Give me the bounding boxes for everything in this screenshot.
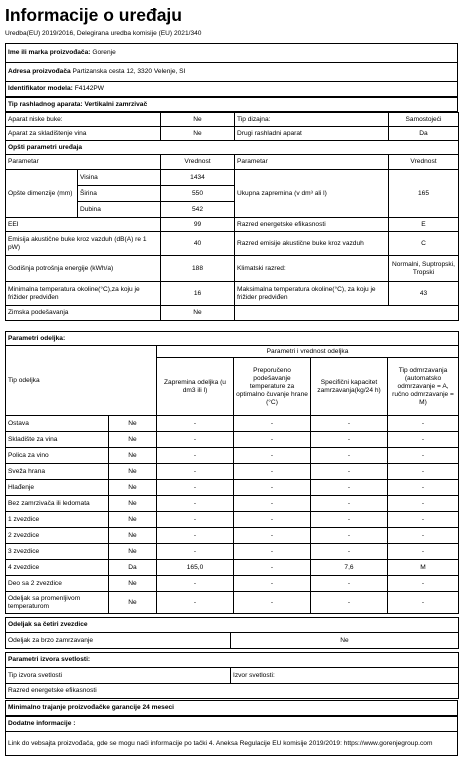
- supplier-value: Gorenje: [92, 49, 116, 56]
- compartment-present: Ne: [109, 464, 157, 480]
- compartment-defrost-type: -: [388, 496, 459, 512]
- compartment-defrost-type: M: [388, 560, 459, 576]
- width-label: Širina: [78, 186, 161, 202]
- design-type-value: Samostojeći: [389, 113, 459, 127]
- defrost-type-header: Tip odmrzavanja (automatsko odmrzavanje = A, ručno odmrzavanje = M): [388, 358, 459, 416]
- general-section-title: Opšti parametri uređaja: [6, 141, 459, 155]
- energy-class-value: E: [389, 218, 459, 232]
- compartment-freezing-capacity: -: [311, 592, 388, 614]
- compartment-freezing-capacity: -: [311, 496, 388, 512]
- compartment-freezing-capacity: -: [311, 464, 388, 480]
- general-parameters-table: [5, 112, 459, 321]
- compartment-defrost-type: -: [388, 592, 459, 614]
- light-type-label: Tip izvora svetlosti: [6, 668, 231, 684]
- compartment-row: [6, 416, 459, 432]
- compartment-name: 3 zvezdice: [6, 544, 109, 560]
- compartment-row: [6, 448, 459, 464]
- compartment-type-header: Tip odeljka: [6, 346, 157, 416]
- compartment-row: [6, 432, 459, 448]
- other-appliance-label: Drugi rashladni aparat: [235, 127, 389, 141]
- compartment-volume: -: [157, 544, 234, 560]
- compartment-defrost-type: -: [388, 544, 459, 560]
- four-star-table: [5, 617, 459, 649]
- compartment-temperature: -: [234, 512, 311, 528]
- address-table: [5, 62, 458, 82]
- compartment-freezing-capacity: -: [311, 416, 388, 432]
- compartment-temperature: -: [234, 528, 311, 544]
- compartment-name: Deo sa 2 zvezdice: [6, 576, 109, 592]
- compartment-temperature: -: [234, 544, 311, 560]
- compartment-row: [6, 480, 459, 496]
- compartment-volume: -: [157, 592, 234, 614]
- additional-info-title: Dodatne informacije :: [6, 717, 458, 732]
- compartment-freezing-capacity: -: [311, 528, 388, 544]
- other-appliance-value: Da: [389, 127, 459, 141]
- compartment-present: Da: [109, 560, 157, 576]
- compartment-volume: -: [157, 576, 234, 592]
- compartment-temperature: -: [234, 432, 311, 448]
- compartment-present: Ne: [109, 432, 157, 448]
- light-source-label: Izvor svetlosti:: [231, 668, 459, 684]
- compartment-row: [6, 592, 459, 614]
- compartment-name: Odeljak sa promenljivom temperaturom: [6, 592, 109, 614]
- model-cell: [6, 82, 458, 97]
- depth-value: 542: [161, 202, 235, 218]
- compartment-freezing-capacity: -: [311, 544, 388, 560]
- noise-class-value: C: [389, 232, 459, 256]
- compartment-row: [6, 512, 459, 528]
- compartment-volume: -: [157, 528, 234, 544]
- width-value: 550: [161, 186, 235, 202]
- compartment-present: Ne: [109, 544, 157, 560]
- noise-value: 40: [161, 232, 235, 256]
- compartment-defrost-type: -: [388, 416, 459, 432]
- compartment-temperature: -: [234, 576, 311, 592]
- noise-label: Emisija akustične buke kroz vazduh (dB(A) re 1 pW): [6, 232, 161, 256]
- compartment-name: Hlađenje: [6, 480, 109, 496]
- compartment-defrost-type: -: [388, 480, 459, 496]
- compartment-present: Ne: [109, 480, 157, 496]
- model-value: F4142PW: [74, 85, 105, 92]
- compartment-name: Polica za vino: [6, 448, 109, 464]
- value-header-2: Vrednost: [389, 155, 459, 170]
- dimensions-label: Opšte dimenzije (mm): [6, 170, 78, 218]
- compartment-defrost-type: -: [388, 512, 459, 528]
- four-star-title: Odeljak sa četiri zvezdice: [6, 618, 459, 633]
- annual-energy-value: 188: [161, 256, 235, 282]
- max-temp-value: 43: [389, 282, 459, 306]
- compartment-defrost-type: -: [388, 528, 459, 544]
- address-cell: [6, 63, 458, 82]
- temperature-header: Preporučeno podešavanje temperature za optimalno čuvanje hrane (°C): [234, 358, 311, 416]
- regulation-reference: Uredba(EU) 2019/2016, Delegirana uredba komisije (EU) 2021/340: [5, 30, 202, 37]
- compartment-name: Sveža hrana: [6, 464, 109, 480]
- compartment-temperature: -: [234, 416, 311, 432]
- depth-label: Dubina: [78, 202, 161, 218]
- warranty-text: Minimalno trajanje proizvođačke garancije 24 meseci: [6, 701, 458, 716]
- compartment-name: 1 zvezdice: [6, 512, 109, 528]
- min-temp-value: 16: [161, 282, 235, 306]
- appliance-type-table: [5, 97, 458, 112]
- compartment-name: Ostava: [6, 416, 109, 432]
- compartment-name: Bez zamrzivača ili ledomata: [6, 496, 109, 512]
- light-class-label: Razred energetske efikasnosti: [6, 684, 459, 699]
- value-header: Vrednost: [161, 155, 235, 170]
- compartment-present: Ne: [109, 592, 157, 614]
- compartment-defrost-type: -: [388, 464, 459, 480]
- compartment-present: Ne: [109, 448, 157, 464]
- compartment-freezing-capacity: -: [311, 448, 388, 464]
- compartment-defrost-type: -: [388, 448, 459, 464]
- compartment-row: [6, 560, 459, 576]
- winter-empty-cell: [235, 306, 459, 321]
- param-header-2: Parametar: [235, 155, 389, 170]
- compartment-row: [6, 528, 459, 544]
- height-label: Visina: [78, 170, 161, 186]
- compartment-present: Ne: [109, 576, 157, 592]
- compartment-row: [6, 496, 459, 512]
- fast-freeze-label: Odeljak za brzo zamrzavanje: [6, 633, 231, 649]
- freezing-capacity-header: Specifični kapacitet zamrzavanja(kg/24 h): [311, 358, 388, 416]
- compartment-freezing-capacity: -: [311, 432, 388, 448]
- compartment-section-title: Parametri odeljka:: [6, 332, 459, 346]
- design-type-label: Tip dizajna:: [235, 113, 389, 127]
- climate-class-label: Klimatski razred:: [235, 256, 389, 282]
- compartment-name: 2 zvezdice: [6, 528, 109, 544]
- climate-class-value: Normalni, Suptropski, Tropski: [389, 256, 459, 282]
- additional-info-text: Link do vebsajta proizvođača, gde se mogu naći informacije po tački 4. Aneksa Regulacije EU komisije 2019/2019: https://www.gorenjegroup.com: [6, 732, 458, 756]
- energy-class-label: Razred energetske efikasnosti: [235, 218, 389, 232]
- compartment-values-header: Parametri i vrednost odeljka: [157, 346, 459, 358]
- compartment-present: Ne: [109, 416, 157, 432]
- warranty-table: [5, 700, 458, 716]
- compartment-defrost-type: -: [388, 576, 459, 592]
- wine-storage-label: Aparat za skladištenje vina: [6, 127, 161, 141]
- address-label: Adresa proizvođača: [8, 68, 71, 75]
- winter-setting-value: Ne: [161, 306, 235, 321]
- compartment-volume: 165,0: [157, 560, 234, 576]
- compartment-table: [5, 331, 459, 614]
- model-table: [5, 81, 458, 97]
- compartment-present: Ne: [109, 528, 157, 544]
- compartment-row: [6, 576, 459, 592]
- compartment-temperature: -: [234, 464, 311, 480]
- compartment-freezing-capacity: -: [311, 576, 388, 592]
- min-temp-label: Minimalna temperatura okoline(°C),za koju je frižider predviđen: [6, 282, 161, 306]
- low-noise-label: Aparat niske buke:: [6, 113, 161, 127]
- eei-value: 99: [161, 218, 235, 232]
- annual-energy-label: Godišnja potrošnja energije (kWh/a): [6, 256, 161, 282]
- compartment-defrost-type: -: [388, 432, 459, 448]
- compartment-volume: -: [157, 432, 234, 448]
- compartment-temperature: -: [234, 480, 311, 496]
- supplier-label: Ime ili marka proizvođača:: [8, 49, 91, 56]
- compartment-volume: -: [157, 512, 234, 528]
- height-value: 1434: [161, 170, 235, 186]
- fast-freeze-value: Ne: [231, 633, 459, 649]
- compartment-name: 4 zvezdice: [6, 560, 109, 576]
- appliance-type: Tip rashladnog aparata: Vertikalni zamrzivač: [6, 98, 458, 112]
- compartment-volume: -: [157, 480, 234, 496]
- compartment-volume: -: [157, 448, 234, 464]
- winter-setting-label: Zimska podešavanja: [6, 306, 161, 321]
- light-source-table: [5, 652, 459, 699]
- eei-label: EEI: [6, 218, 161, 232]
- compartment-temperature: -: [234, 560, 311, 576]
- compartment-temperature: -: [234, 592, 311, 614]
- compartment-temperature: -: [234, 448, 311, 464]
- compartment-volume: -: [157, 464, 234, 480]
- noise-class-label: Razred emisije akustične buke kroz vazduh: [235, 232, 389, 256]
- model-label: Identifikator modela:: [8, 85, 73, 92]
- compartment-row: [6, 544, 459, 560]
- compartment-volume: -: [157, 416, 234, 432]
- additional-info-table: [5, 716, 458, 756]
- total-volume-value: 165: [389, 170, 459, 218]
- compartment-temperature: -: [234, 496, 311, 512]
- volume-header: Zapremina odeljka (u dm3 ili l): [157, 358, 234, 416]
- total-volume-label: Ukupna zapremina (v dm³ ali l): [235, 170, 389, 218]
- supplier-table: [5, 43, 458, 63]
- max-temp-label: Maksimalna temperatura okoline(°C), za koju je frižider predviđen: [235, 282, 389, 306]
- compartment-name: Skladište za vina: [6, 432, 109, 448]
- compartment-freezing-capacity: -: [311, 480, 388, 496]
- param-header: Parametar: [6, 155, 161, 170]
- wine-storage-value: Ne: [161, 127, 235, 141]
- low-noise-value: Ne: [161, 113, 235, 127]
- page-title: Informacije o uređaju: [5, 5, 182, 25]
- compartment-present: Ne: [109, 496, 157, 512]
- light-source-title: Parametri izvora svetlosti:: [6, 653, 459, 668]
- compartment-present: Ne: [109, 512, 157, 528]
- address-value: Partizanska cesta 12, 3320 Velenje, SI: [72, 68, 186, 75]
- compartment-row: [6, 464, 459, 480]
- compartment-freezing-capacity: -: [311, 512, 388, 528]
- supplier-cell: [6, 44, 458, 63]
- compartment-volume: -: [157, 496, 234, 512]
- compartment-freezing-capacity: 7,6: [311, 560, 388, 576]
